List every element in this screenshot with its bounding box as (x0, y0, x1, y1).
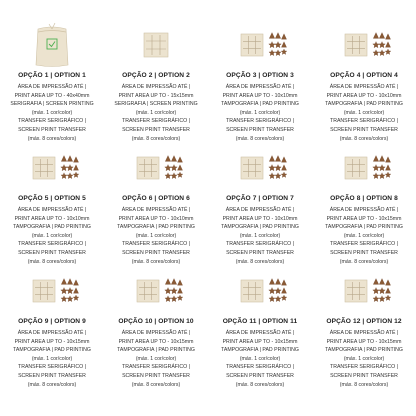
product-thumbnail (126, 21, 186, 69)
option-line: (máx. 1 cor/color) (239, 232, 281, 239)
option-line: (máx. 1 cor/color) (31, 355, 73, 362)
option-line: (máx. 1 cor/color) (239, 355, 281, 362)
tictactoe-board-icon (33, 280, 55, 302)
option-line: (máx. 8 cores/colors) (235, 135, 285, 142)
option-line: (máx. 8 cores/colors) (131, 258, 181, 265)
option-line: TRANSFER SERIGRÁFICO | (122, 118, 190, 125)
option-line: TRANSFER SERIGRÁFICO | (122, 364, 190, 371)
option-line: TRANSFER SERIGRÁFICO | (18, 241, 86, 248)
option-line: PRINT AREA UP TO - 10x10mm (118, 215, 194, 222)
option-line: ÁREA DE IMPRESSÃO ATÉ | (121, 207, 191, 213)
option-line: ÁREA DE IMPRESSÃO ATÉ | (121, 330, 191, 336)
tictactoe-board-icon (345, 157, 367, 179)
wooden-pieces-icon (165, 156, 183, 179)
option-line: SCREEN PRINT TRANSFER (226, 372, 294, 379)
option-card (312, 0, 416, 142)
option-line: TRANSFER SERIGRÁFICO | (330, 241, 398, 248)
option-card (104, 0, 208, 142)
option-line: ÁREA DE IMPRESSÃO ATÉ | (225, 330, 295, 336)
option-line: SCREEN PRINT TRANSFER (122, 372, 190, 379)
option-line: TAMPOGRAFIA | PAD PRINTING (13, 347, 91, 354)
option-line: TRANSFER SERIGRÁFICO | (330, 364, 398, 371)
option-line: PRINT AREA UP TO - 10x10mm (222, 92, 298, 99)
product-thumbnail (334, 21, 394, 69)
option-line: SCREEN PRINT TRANSFER (122, 249, 190, 256)
option-line: PRINT AREA UP TO - 10x15mm (222, 338, 298, 345)
option-line: SCREEN PRINT TRANSFER (18, 372, 86, 379)
option-card (104, 122, 208, 265)
option-line: PRINT AREA UP TO - 15x15mm (118, 92, 194, 99)
option-line: (máx. 1 cor/color) (135, 232, 177, 239)
option-line: SCREEN PRINT TRANSFER (18, 126, 86, 133)
option-line: SCREEN PRINT TRANSFER (226, 126, 294, 133)
option-line: (máx. 8 cores/colors) (27, 258, 77, 265)
option-line: (máx. 1 cor/color) (135, 109, 177, 116)
option-line: PRINT AREA UP TO - 10x15mm (326, 338, 402, 345)
wooden-pieces-icon (165, 279, 183, 302)
option-title: OPÇÃO 6 | OPTION 6 (122, 195, 190, 202)
option-line: (máx. 8 cores/colors) (339, 135, 389, 142)
option-line: TAMPOGRAFIA | PAD PRINTING (117, 347, 195, 354)
option-line: (máx. 8 cores/colors) (235, 381, 285, 388)
option-card (208, 245, 312, 388)
option-line: PRINT AREA UP TO - 10x15mm (118, 338, 194, 345)
option-line: (máx. 8 cores/colors) (235, 258, 285, 265)
option-line: PRINT AREA UP TO - 10x10mm (14, 215, 90, 222)
option-line: TAMPOGRAFIA | PAD PRINTING (13, 224, 91, 231)
wooden-pieces-icon (373, 279, 391, 302)
option-line: SCREEN PRINT TRANSFER (18, 249, 86, 256)
option-description (313, 329, 415, 389)
option-line: ÁREA DE IMPRESSÃO ATÉ | (17, 330, 87, 336)
product-thumbnail (126, 267, 186, 315)
option-line: SCREEN PRINT TRANSFER (330, 249, 398, 256)
option-description (209, 329, 311, 389)
option-line: SCREEN PRINT TRANSFER (226, 249, 294, 256)
tictactoe-board-icon (241, 34, 263, 56)
option-line: TRANSFER SERIGRÁFICO | (330, 118, 398, 125)
product-thumbnail (334, 267, 394, 315)
option-title: OPÇÃO 1 | OPTION 1 (18, 72, 86, 79)
option-line: ÁREA DE IMPRESSÃO ATÉ | (329, 84, 399, 90)
option-title: OPÇÃO 8 | OPTION 8 (330, 195, 398, 202)
option-card (312, 122, 416, 265)
option-line: (máx. 8 cores/colors) (27, 135, 77, 142)
option-line: ÁREA DE IMPRESSÃO ATÉ | (17, 84, 87, 90)
option-card (208, 0, 312, 142)
option-line: TRANSFER SERIGRÁFICO | (226, 364, 294, 371)
option-line: ÁREA DE IMPRESSÃO ATÉ | (329, 207, 399, 213)
wooden-pieces-icon (373, 33, 391, 56)
option-line: (máx. 8 cores/colors) (339, 381, 389, 388)
option-line: PRINT AREA UP TO - 10x10mm (222, 215, 298, 222)
tictactoe-board-icon (241, 157, 263, 179)
option-card (0, 245, 104, 388)
option-line: (máx. 1 cor/color) (343, 109, 385, 116)
option-line: TAMPOGRAFIA | PAD PRINTING (325, 347, 403, 354)
option-line: TRANSFER SERIGRÁFICO | (18, 118, 86, 125)
option-line: ÁREA DE IMPRESSÃO ATÉ | (121, 84, 191, 90)
option-card (0, 122, 104, 265)
option-title: OPÇÃO 5 | OPTION 5 (18, 195, 86, 202)
option-description (105, 329, 207, 389)
option-line: TAMPOGRAFIA | PAD PRINTING (221, 224, 299, 231)
option-line: SERIGRAFIA | SCREEN PRINTING (114, 101, 198, 108)
tictactoe-board-icon (345, 280, 367, 302)
option-line: TRANSFER SERIGRÁFICO | (226, 241, 294, 248)
option-line: (máx. 8 cores/colors) (27, 381, 77, 388)
option-line: SCREEN PRINT TRANSFER (330, 126, 398, 133)
option-title: OPÇÃO 10 | OPTION 10 (118, 318, 194, 325)
option-line: (máx. 1 cor/color) (239, 109, 281, 116)
option-line: ÁREA DE IMPRESSÃO ATÉ | (17, 207, 87, 213)
option-card (104, 245, 208, 388)
option-line: ÁREA DE IMPRESSÃO ATÉ | (225, 84, 295, 90)
option-line: ÁREA DE IMPRESSÃO ATÉ | (225, 207, 295, 213)
option-line: (máx. 8 cores/colors) (131, 135, 181, 142)
option-title: OPÇÃO 9 | OPTION 9 (18, 318, 86, 325)
product-thumbnail (22, 144, 82, 192)
tictactoe-board-icon (345, 34, 367, 56)
option-title: OPÇÃO 11 | OPTION 11 (222, 318, 298, 325)
option-line: ÁREA DE IMPRESSÃO ATÉ | (329, 330, 399, 336)
option-line: (máx. 8 cores/colors) (131, 381, 181, 388)
option-title: OPÇÃO 2 | OPTION 2 (122, 72, 190, 79)
option-card (208, 122, 312, 265)
option-line: TAMPOGRAFIA | PAD PRINTING (325, 101, 403, 108)
option-line: (máx. 8 cores/colors) (339, 258, 389, 265)
product-thumbnail (22, 267, 82, 315)
wooden-pieces-icon (269, 33, 287, 56)
option-line: (máx. 1 cor/color) (343, 355, 385, 362)
option-line: TRANSFER SERIGRÁFICO | (226, 118, 294, 125)
product-thumbnail (230, 21, 290, 69)
option-line: TAMPOGRAFIA | PAD PRINTING (117, 224, 195, 231)
option-card (0, 0, 104, 142)
option-line: (máx. 1 cor/color) (135, 355, 177, 362)
option-line: PRINT AREA UP TO - 10x10mm (326, 92, 402, 99)
wooden-pieces-icon (373, 156, 391, 179)
option-description (1, 329, 103, 389)
tictactoe-board-icon (241, 280, 263, 302)
option-line: TAMPOGRAFIA | PAD PRINTING (325, 224, 403, 231)
tictactoe-board-icon (33, 157, 55, 179)
product-thumbnail (22, 21, 82, 69)
option-line: (máx. 1 cor/color) (31, 232, 73, 239)
option-line: PRINT AREA UP TO - 10x15mm (14, 338, 90, 345)
option-line: SCREEN PRINT TRANSFER (330, 372, 398, 379)
option-title: OPÇÃO 12 | OPTION 12 (326, 318, 402, 325)
option-line: SERIGRAFIA | SCREEN PRINTING (10, 101, 94, 108)
option-line: SCREEN PRINT TRANSFER (122, 126, 190, 133)
wooden-pieces-icon (61, 156, 79, 179)
option-line: (máx. 1 cor/color) (343, 232, 385, 239)
wooden-pieces-icon (61, 279, 79, 302)
product-thumbnail (230, 267, 290, 315)
tictactoe-board-icon (144, 33, 168, 57)
option-title: OPÇÃO 7 | OPTION 7 (226, 195, 294, 202)
product-thumbnail (230, 144, 290, 192)
option-line: TAMPOGRAFIA | PAD PRINTING (221, 101, 299, 108)
option-line: PRINT AREA UP TO - 10x15mm (326, 215, 402, 222)
option-title: OPÇÃO 3 | OPTION 3 (226, 72, 294, 79)
wooden-pieces-icon (269, 156, 287, 179)
option-line: TRANSFER SERIGRÁFICO | (122, 241, 190, 248)
option-line: PRINT AREA UP TO - 40x40mm (14, 92, 90, 99)
product-thumbnail (334, 144, 394, 192)
option-line: (máx. 1 cor/color) (31, 109, 73, 116)
option-title: OPÇÃO 4 | OPTION 4 (330, 72, 398, 79)
option-line: TRANSFER SERIGRÁFICO | (18, 364, 86, 371)
option-card (312, 245, 416, 388)
option-line: TAMPOGRAFIA | PAD PRINTING (221, 347, 299, 354)
tictactoe-board-icon (137, 280, 159, 302)
tictactoe-board-icon (137, 157, 159, 179)
product-thumbnail (126, 144, 186, 192)
pouch-icon (36, 23, 68, 67)
wooden-pieces-icon (269, 279, 287, 302)
